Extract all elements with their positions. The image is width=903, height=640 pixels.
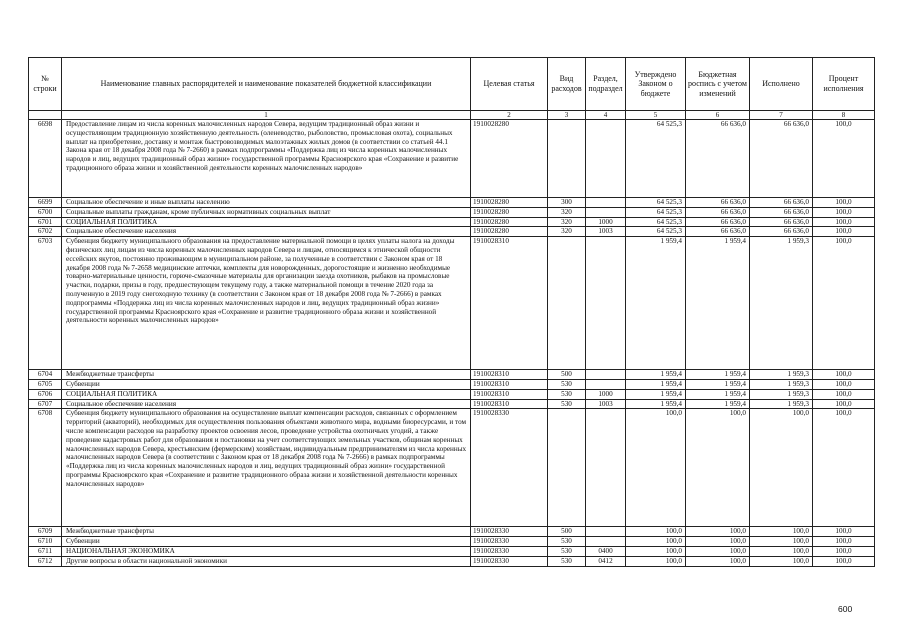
name-cell: Межбюджетные трансферты — [62, 370, 471, 380]
row-number-cell: 6703 — [29, 237, 62, 370]
table-row — [29, 370, 875, 380]
approved-cell: 64 525,3 — [626, 227, 686, 237]
percent-cell: 100,0 — [813, 207, 875, 217]
header-approved: Утверждено Законом о бюджете — [626, 58, 686, 111]
executed-cell: 66 636,0 — [750, 227, 813, 237]
row-number-cell: 6710 — [29, 537, 62, 547]
table-row — [29, 198, 875, 208]
budget-listing-cell: 1 959,4 — [686, 237, 750, 370]
name-cell: НАЦИОНАЛЬНАЯ ЭКОНОМИКА — [62, 546, 471, 556]
table-row — [29, 527, 875, 537]
row-number-cell: 6705 — [29, 379, 62, 389]
executed-cell: 1 959,3 — [750, 399, 813, 409]
section-cell — [586, 527, 626, 537]
approved-cell: 1 959,4 — [626, 237, 686, 370]
percent-cell: 100,0 — [813, 556, 875, 566]
percent-cell: 100,0 — [813, 389, 875, 399]
column-number: 3 — [548, 111, 586, 120]
budget-execution-table — [28, 57, 875, 567]
table-row — [29, 409, 875, 527]
expense-type-cell — [548, 120, 586, 198]
budget-listing-cell: 1 959,4 — [686, 399, 750, 409]
approved-cell: 1 959,4 — [626, 370, 686, 380]
target-article-cell: 1910028280 — [471, 207, 548, 217]
section-cell: 1000 — [586, 389, 626, 399]
expense-type-cell: 530 — [548, 556, 586, 566]
budget-listing-cell: 1 959,4 — [686, 370, 750, 380]
row-number-cell: 6711 — [29, 546, 62, 556]
name-cell: Предоставление лицам из числа коренных малочисленных народов Севера, ведущим традиционный образ жизни и осуществляющим традиционную хозяйственную деятельность (оленеводство, рыболовство, промысловая охота), социальных выплат на приобретение, доставку и монтаж быстровозводимых малоэтажных жилых домов (в соответствии со статьей 44.1 Закона края от 18 декабря 2008 года № 7-2660) в рамках подпрограммы «Поддержка лиц из числа коренных малочисленных народов и лиц, ведущих традиционный образ жизни» государственной программы Красноярского края «Сохранение и развитие традиционного образа жизни и хозяйственной деятельности коренных малочисленных народов» — [62, 120, 471, 198]
executed-cell: 66 636,0 — [750, 120, 813, 198]
row-number-cell: 6709 — [29, 527, 62, 537]
row-number-cell: 6708 — [29, 409, 62, 527]
section-cell: 1003 — [586, 227, 626, 237]
name-cell: Социальное обеспечение населения — [62, 227, 471, 237]
table-row — [29, 217, 875, 227]
column-number: 6 — [686, 111, 750, 120]
expense-type-cell: 320 — [548, 217, 586, 227]
table-row — [29, 399, 875, 409]
name-cell: Межбюджетные трансферты — [62, 527, 471, 537]
target-article-cell: 1910028280 — [471, 198, 548, 208]
name-cell: Социальные выплаты гражданам, кроме публичных нормативных социальных выплат — [62, 207, 471, 217]
section-cell — [586, 198, 626, 208]
column-number: 4 — [586, 111, 626, 120]
row-number-cell: 6712 — [29, 556, 62, 566]
executed-cell: 100,0 — [750, 556, 813, 566]
percent-cell: 100,0 — [813, 237, 875, 370]
target-article-cell: 1910028310 — [471, 379, 548, 389]
budget-listing-cell: 100,0 — [686, 546, 750, 556]
header-executed: Исполнено — [750, 58, 813, 111]
column-number: 7 — [750, 111, 813, 120]
header-percent: Процент исполнения — [813, 58, 875, 111]
budget-listing-cell: 100,0 — [686, 409, 750, 527]
target-article-cell: 1910028310 — [471, 399, 548, 409]
executed-cell: 1 959,3 — [750, 370, 813, 380]
percent-cell: 100,0 — [813, 537, 875, 547]
percent-cell: 100,0 — [813, 399, 875, 409]
header-target-article: Целевая статья — [471, 58, 548, 111]
header-section: Раздел, подраздел — [586, 58, 626, 111]
target-article-cell: 1910028330 — [471, 527, 548, 537]
approved-cell: 100,0 — [626, 546, 686, 556]
budget-listing-cell: 66 636,0 — [686, 217, 750, 227]
approved-cell: 64 525,3 — [626, 120, 686, 198]
header-row-number: № строки — [29, 58, 62, 111]
row-number-cell: 6699 — [29, 198, 62, 208]
section-cell: 1003 — [586, 399, 626, 409]
section-cell — [586, 370, 626, 380]
expense-type-cell: 320 — [548, 227, 586, 237]
row-number-cell: 6707 — [29, 399, 62, 409]
column-number — [29, 111, 62, 120]
approved-cell: 1 959,4 — [626, 399, 686, 409]
budget-listing-cell: 66 636,0 — [686, 227, 750, 237]
table-row — [29, 379, 875, 389]
table-row — [29, 120, 875, 198]
section-cell — [586, 207, 626, 217]
percent-cell: 100,0 — [813, 409, 875, 527]
percent-cell: 100,0 — [813, 370, 875, 380]
name-cell: СОЦИАЛЬНАЯ ПОЛИТИКА — [62, 389, 471, 399]
percent-cell: 100,0 — [813, 120, 875, 198]
table-row — [29, 389, 875, 399]
expense-type-cell — [548, 409, 586, 527]
column-number: 5 — [626, 111, 686, 120]
approved-cell: 1 959,4 — [626, 379, 686, 389]
budget-listing-cell: 66 636,0 — [686, 207, 750, 217]
approved-cell: 100,0 — [626, 537, 686, 547]
section-cell — [586, 537, 626, 547]
section-cell: 0400 — [586, 546, 626, 556]
table-header-row — [29, 58, 875, 111]
row-number-cell: 6700 — [29, 207, 62, 217]
budget-listing-cell: 1 959,4 — [686, 389, 750, 399]
name-cell: Социальное обеспечение населения — [62, 399, 471, 409]
name-cell: СОЦИАЛЬНАЯ ПОЛИТИКА — [62, 217, 471, 227]
name-cell: Социальное обеспечение и иные выплаты населению — [62, 198, 471, 208]
header-expense-type: Вид расходов — [548, 58, 586, 111]
column-number: 8 — [813, 111, 875, 120]
column-number-row — [29, 111, 875, 120]
executed-cell: 66 636,0 — [750, 198, 813, 208]
expense-type-cell: 530 — [548, 389, 586, 399]
page-number: 600 — [838, 604, 853, 614]
target-article-cell: 1910028280 — [471, 227, 548, 237]
executed-cell: 1 959,3 — [750, 379, 813, 389]
section-cell: 0412 — [586, 556, 626, 566]
target-article-cell: 1910028280 — [471, 120, 548, 198]
percent-cell: 100,0 — [813, 546, 875, 556]
budget-listing-cell: 100,0 — [686, 537, 750, 547]
target-article-cell: 1910028330 — [471, 537, 548, 547]
row-number-cell: 6704 — [29, 370, 62, 380]
executed-cell: 1 959,3 — [750, 389, 813, 399]
approved-cell: 64 525,3 — [626, 207, 686, 217]
budget-listing-cell: 1 959,4 — [686, 379, 750, 389]
row-number-cell: 6702 — [29, 227, 62, 237]
row-number-cell: 6701 — [29, 217, 62, 227]
row-number-cell: 6706 — [29, 389, 62, 399]
column-number: 2 — [471, 111, 548, 120]
expense-type-cell: 530 — [548, 546, 586, 556]
percent-cell: 100,0 — [813, 379, 875, 389]
executed-cell: 100,0 — [750, 546, 813, 556]
target-article-cell: 1910028330 — [471, 409, 548, 527]
section-cell — [586, 237, 626, 370]
section-cell: 1000 — [586, 217, 626, 227]
budget-listing-cell: 100,0 — [686, 556, 750, 566]
executed-cell: 100,0 — [750, 537, 813, 547]
expense-type-cell: 500 — [548, 527, 586, 537]
target-article-cell: 1910028310 — [471, 389, 548, 399]
table-body — [29, 120, 875, 567]
target-article-cell: 1910028280 — [471, 217, 548, 227]
table-row — [29, 207, 875, 217]
approved-cell: 100,0 — [626, 527, 686, 537]
header-budget-listing: Бюджетная роспись с учетом изменений — [686, 58, 750, 111]
row-number-cell: 6698 — [29, 120, 62, 198]
target-article-cell: 1910028310 — [471, 370, 548, 380]
name-cell: Субвенции — [62, 537, 471, 547]
percent-cell: 100,0 — [813, 527, 875, 537]
table-row — [29, 537, 875, 547]
approved-cell: 100,0 — [626, 556, 686, 566]
expense-type-cell: 500 — [548, 370, 586, 380]
column-number: 1 — [62, 111, 471, 120]
table-row — [29, 556, 875, 566]
section-cell — [586, 120, 626, 198]
executed-cell: 100,0 — [750, 409, 813, 527]
approved-cell: 64 525,3 — [626, 198, 686, 208]
approved-cell: 100,0 — [626, 409, 686, 527]
budget-listing-cell: 66 636,0 — [686, 198, 750, 208]
name-cell: Субвенции — [62, 379, 471, 389]
name-cell: Другие вопросы в области национальной экономики — [62, 556, 471, 566]
approved-cell: 64 525,3 — [626, 217, 686, 227]
header-name: Наименование главных распорядителей и наименование показателей бюджетной классификации — [62, 58, 471, 111]
budget-listing-cell: 66 636,0 — [686, 120, 750, 198]
table-row — [29, 227, 875, 237]
name-cell: Субвенция бюджету муниципального образования на осуществление выплат компенсации расходов, связанных с оформлением территорий (акваторий), необходимых для осуществления пользования объектами животного мира, водными биоресурсами, и том числе компенсации расходов на разработку проектов освоения лесов, проведение устройства охотничьих угодий, а также проведение кадастровых работ для образования и постановки на учет соответствующих земельных участков, общинам коренных малочисленных народов Севера, крестьянским (фермерским) хозяйствам, индивидуальным предпринимателям из числа коренных малочисленных народов Севера (в соответствии с Законом края от 18 декабря 2008 года № 7-2666) в рамках подпрограммы «Поддержка лиц из числа коренных малочисленных народов и лиц, ведущих традиционный образ жизни» государственной программы Красноярского края «Сохранение и развитие традиционного образа жизни и хозяйственной деятельности коренных малочисленных народов» — [62, 409, 471, 527]
expense-type-cell: 530 — [548, 379, 586, 389]
expense-type-cell: 530 — [548, 399, 586, 409]
executed-cell: 66 636,0 — [750, 207, 813, 217]
section-cell — [586, 409, 626, 527]
table-row — [29, 237, 875, 370]
table-row — [29, 546, 875, 556]
expense-type-cell: 530 — [548, 537, 586, 547]
percent-cell: 100,0 — [813, 217, 875, 227]
budget-listing-cell: 100,0 — [686, 527, 750, 537]
name-cell: Субвенция бюджету муниципального образования на предоставление материальной помощи в целях уплаты налога на доходы физических лиц лицам из числа коренных малочисленных народов Севера и лицам, относящимся к этнической общности ессейских якутов, постоянно проживающим в муниципальном районе, за полученные в соответствии с Законом края от 18 декабря 2008 года № 7-2658 медицинские аптечки, комплекты для новорожденных, дорогостоящие и жизненно необходимые товарно-материальные ценности, горюче-смазочные материалы для организации заезда охотников, рыбаков на промысловые участки, подарки, призы в году, предшествующем текущему году, а также материальной помощи в течение 2020 года за полученную в 2019 году снегоходную технику (в соответствии с Законом края от 18 декабря 2008 года № 7-2666) в рамках подпрограммы «Поддержка лиц из числа коренных малочисленных народов и лиц, ведущих традиционный образ жизни» государственной программы Красноярского края «Сохранение и развитие традиционного образа жизни и хозяйственной деятельности коренных малочисленных народов» — [62, 237, 471, 370]
section-cell — [586, 379, 626, 389]
target-article-cell: 1910028310 — [471, 237, 548, 370]
percent-cell: 100,0 — [813, 198, 875, 208]
expense-type-cell: 300 — [548, 198, 586, 208]
expense-type-cell: 320 — [548, 207, 586, 217]
target-article-cell: 1910028330 — [471, 546, 548, 556]
target-article-cell: 1910028330 — [471, 556, 548, 566]
expense-type-cell — [548, 237, 586, 370]
executed-cell: 1 959,3 — [750, 237, 813, 370]
executed-cell: 100,0 — [750, 527, 813, 537]
approved-cell: 1 959,4 — [626, 389, 686, 399]
executed-cell: 66 636,0 — [750, 217, 813, 227]
percent-cell: 100,0 — [813, 227, 875, 237]
